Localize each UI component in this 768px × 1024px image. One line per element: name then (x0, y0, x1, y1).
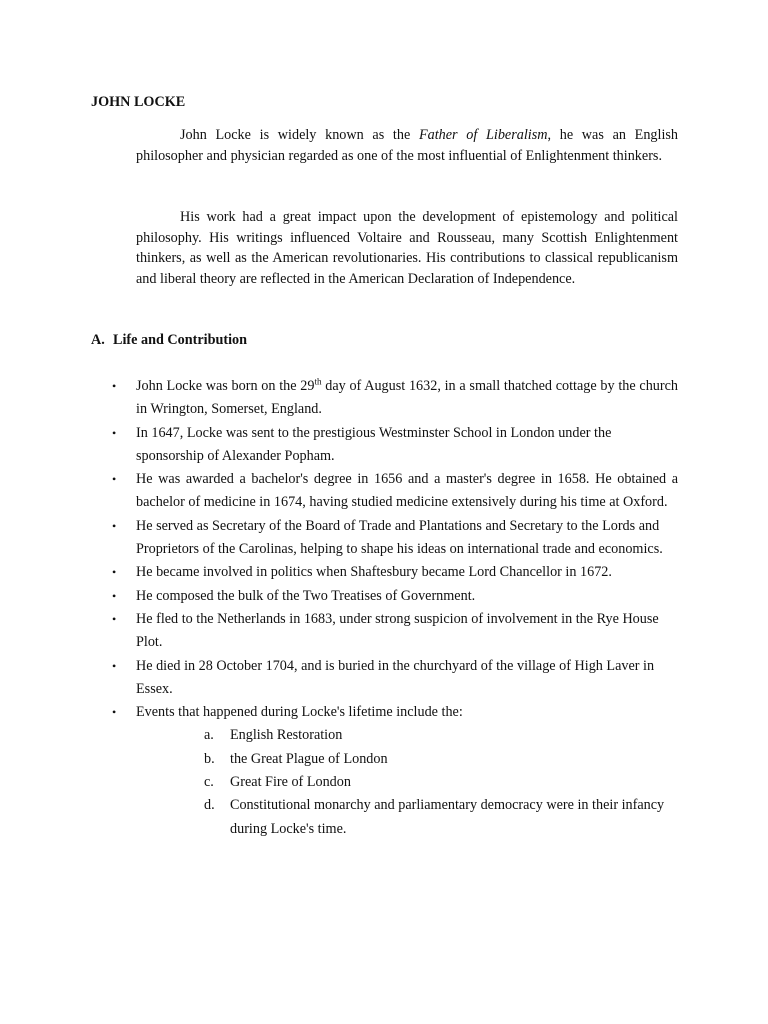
event-text: Great Fire of London (230, 774, 351, 791)
event-item (204, 794, 678, 841)
event-text: English Restoration (230, 727, 343, 744)
intro-p1-text-start: John Locke is widely known as the (180, 127, 419, 143)
birth-text-start: John Locke was born on the 29 (136, 378, 315, 394)
event-marker: c. (204, 774, 214, 791)
intro-paragraph-1 (136, 125, 678, 166)
event-marker: a. (204, 727, 214, 744)
bullet-icon: • (112, 472, 117, 487)
event-marker: b. (204, 750, 215, 767)
list-item (112, 422, 678, 469)
list-item (112, 655, 678, 702)
section-title: Life and Contribution (113, 332, 248, 348)
list-item-text: He became involved in politics when Shaftesbury became Lord Chancellor in 1672. (136, 564, 612, 581)
list-item (112, 515, 678, 562)
bullet-icon: • (112, 588, 117, 603)
document-title: JOHN LOCKE (91, 94, 186, 110)
list-item-text: He served as Secretary of the Board of Trade and Plantations and Secretary to the Lords and Proprietors of the Carolinas, helping to shape his ideas on international trade and economics. (136, 517, 663, 558)
list-item-text: He was awarded a bachelor's degree in 1656 and a master's degree in 1658. He obtained a bachelor of medicine in 1674, having studied medicine extensively during his time at Oxford. (136, 471, 678, 511)
list-item (112, 561, 678, 584)
list-item (112, 701, 678, 841)
intro-paragraph-2: His work had a great impact upon the development of epistemology and political philosophy. His writings influenced Voltaire and Rousseau, many Scottish Enlightenment thinkers, as well as the American revolutionaries. His contributions to classical republicanism and liberal theory are reflected in the American Declaration of Independence. (136, 209, 678, 287)
intro-p1-text-end: , he was an English philosopher and physician regarded as one of the most influential of Enlightenment thinkers. (136, 127, 678, 164)
lifetime-events-list (136, 724, 678, 840)
list-item-text: Events that happened during Locke's lifetime include the: (136, 704, 463, 721)
bullet-icon: • (112, 425, 117, 440)
bullet-icon: • (112, 379, 117, 393)
list-item-text (136, 375, 678, 422)
birth-text-end: day of August 1632, in a small thatched cottage by the church in Wrington, Somerset, England. (136, 378, 678, 418)
list-item (112, 608, 678, 655)
event-item (204, 748, 678, 771)
list-item-text: He died in 28 October 1704, and is buried in the churchyard of the village of High Laver in Essex. (136, 657, 655, 697)
list-item-text: He fled to the Netherlands in 1683, under strong suspicion of involvement in the Rye House Plot. (136, 610, 659, 651)
event-text: Constitutional monarchy and parliamentary democracy were in their infancy during Locke's time. (230, 797, 665, 837)
list-item-text: In 1647, Locke was sent to the prestigious Westminster School in London under the sponsorship of Alexander Popham. (136, 424, 612, 464)
bullet-icon: • (112, 658, 117, 673)
life-facts-list (112, 375, 678, 841)
ordinal-suffix: th (314, 376, 322, 387)
bullet-icon: • (112, 565, 117, 580)
section-number: A. (91, 332, 105, 348)
list-item (112, 375, 678, 422)
event-item (204, 724, 678, 747)
event-marker: d. (204, 797, 215, 814)
section-heading-life-contribution (91, 331, 247, 349)
bullet-icon: • (112, 705, 117, 720)
list-item-text: He composed the bulk of the Two Treatises of Government. (136, 587, 476, 604)
father-of-liberalism-phrase: Father of Liberalism (418, 127, 548, 143)
event-item (204, 771, 678, 794)
bullet-icon: • (112, 611, 117, 626)
list-item (112, 585, 678, 608)
list-item (112, 468, 678, 515)
bullet-icon: • (112, 518, 117, 533)
event-text: the Great Plague of London (230, 750, 388, 767)
